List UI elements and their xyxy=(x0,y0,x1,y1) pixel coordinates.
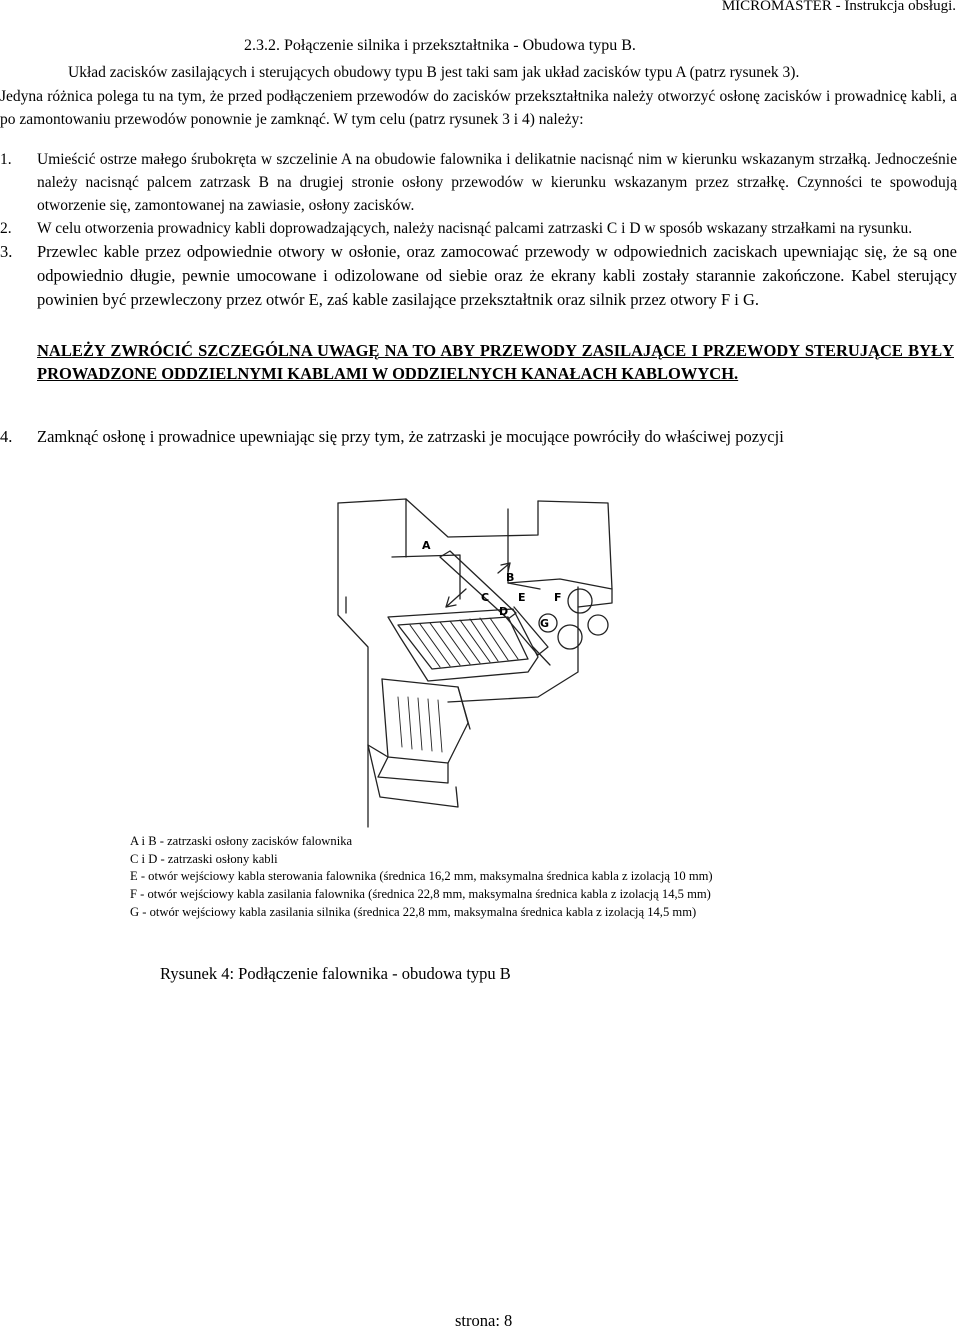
step-text: Umieścić ostrze małego śrubokręta w szczelinie A na obudowie falownika i delikatnie nacisnąć nim w kierunku wskazanym strzałką. Jednocześnie należy nacisnąć palcem zatrzask B na drugiej stronie osłony przewodów w kierunku wskazanym przez strzałkę. Czynności te spowodują otworzenie się, zamontowanej na zawiasie, osłony zacisków. xyxy=(37,151,957,215)
inverter-illustration xyxy=(328,497,628,833)
step-text: Przewlec kable przez odpowiednie otwory w osłonie, oraz zamocować przewody w odpowiednich zaciskach upewniając się, że są one odpowiednio długie, pewnie umocowane i odizolowane od siebie oraz że ekrany kabli zostały starannie zakończone. Kabel sterujący powinien być przewleczony przez otwór E, zaś kable zasilające przekształtnik oraz silnik przez otwory F i G. xyxy=(37,242,957,309)
step-text: W celu otworzenia prowadnicy kabli doprowadzających, należy nacisnąć palcami zatrzaski C i D w sposób wskazany strzałkami na rysunku. xyxy=(37,220,913,238)
steps-list xyxy=(0,148,957,311)
running-header: MICROMASTER - Instrukcja obsługi. xyxy=(721,0,956,14)
intro-line-2: Jedyna różnica polega tu na tym, że przed podłączeniem przewodów do zacisków przekształtnika należy otworzyć osłonę zacisków i prowadnicę kabli, a po zamontowaniu przewodów ponownie je zamknąć. W tym celu (patrz rysunek 3 i 4) należy: xyxy=(0,87,957,129)
step-number: 3. xyxy=(0,242,13,262)
figure-caption: Rysunek 4: Podłączenie falownika - obudowa typu B xyxy=(160,964,511,983)
step-4 xyxy=(0,426,940,448)
label-f: F xyxy=(554,591,562,604)
step-3 xyxy=(0,240,957,311)
figure-legend xyxy=(130,833,713,922)
step-number: 2. xyxy=(0,220,12,238)
label-c: C xyxy=(481,591,490,604)
legend-item: G - otwór wejściowy kabla zasilania silnika (średnica 22,8 mm, maksymalna średnica kabla z izolacją 14,5 mm) xyxy=(130,904,697,919)
legend-item: A i B - zatrzaski osłony zacisków falownika xyxy=(130,834,353,848)
label-b: B xyxy=(506,571,515,584)
label-a: A xyxy=(422,539,431,552)
page-number: strona: 8 xyxy=(455,1311,513,1330)
step-2 xyxy=(0,217,957,240)
label-g: G xyxy=(540,617,550,630)
section-title: 2.3.2. Połączenie silnika i przekształtnika - Obudowa typu B. xyxy=(244,37,636,54)
inverter-wiring-figure xyxy=(328,497,628,833)
step-number: 1. xyxy=(0,151,12,168)
legend-item: F - otwór wejściowy kabla zasilania falownika (średnica 22,8 mm, maksymalna średnica kabla z izolacją 14,5 mm) xyxy=(130,887,711,902)
label-e: E xyxy=(518,591,526,604)
warning-notice: NALEŻY ZWRÓCIĆ SZCZEGÓLNA UWAGĘ NA TO ABY PRZEWODY ZASILAJĄCE I PRZEWODY STERUJĄCE BYŁY PROWADZONE ODDZIELNYMI KABLAMI W ODDZIELNYCH KANAŁACH KABLOWYCH. xyxy=(37,341,954,383)
step-number: 4. xyxy=(0,427,13,446)
legend-item: E - otwór wejściowy kabla sterowania falownika (średnica 16,2 mm, maksymalna średnica kabla z izolacją 10 mm) xyxy=(130,869,713,884)
step-1 xyxy=(0,148,957,217)
step-text: Zamknąć osłonę i prowadnice upewniając się przy tym, że zatrzaski je mocujące powróciły do właściwej pozycji xyxy=(37,427,784,446)
label-d: D xyxy=(499,605,509,618)
legend-item: C i D - zatrzaski osłony kabli xyxy=(130,851,278,866)
intro-line-1: Układ zacisków zasilających i sterujących obudowy typu B jest taki sam jak układ zacisków typu A (patrz rysunek 3). xyxy=(68,64,800,81)
intro-paragraph xyxy=(0,61,957,132)
